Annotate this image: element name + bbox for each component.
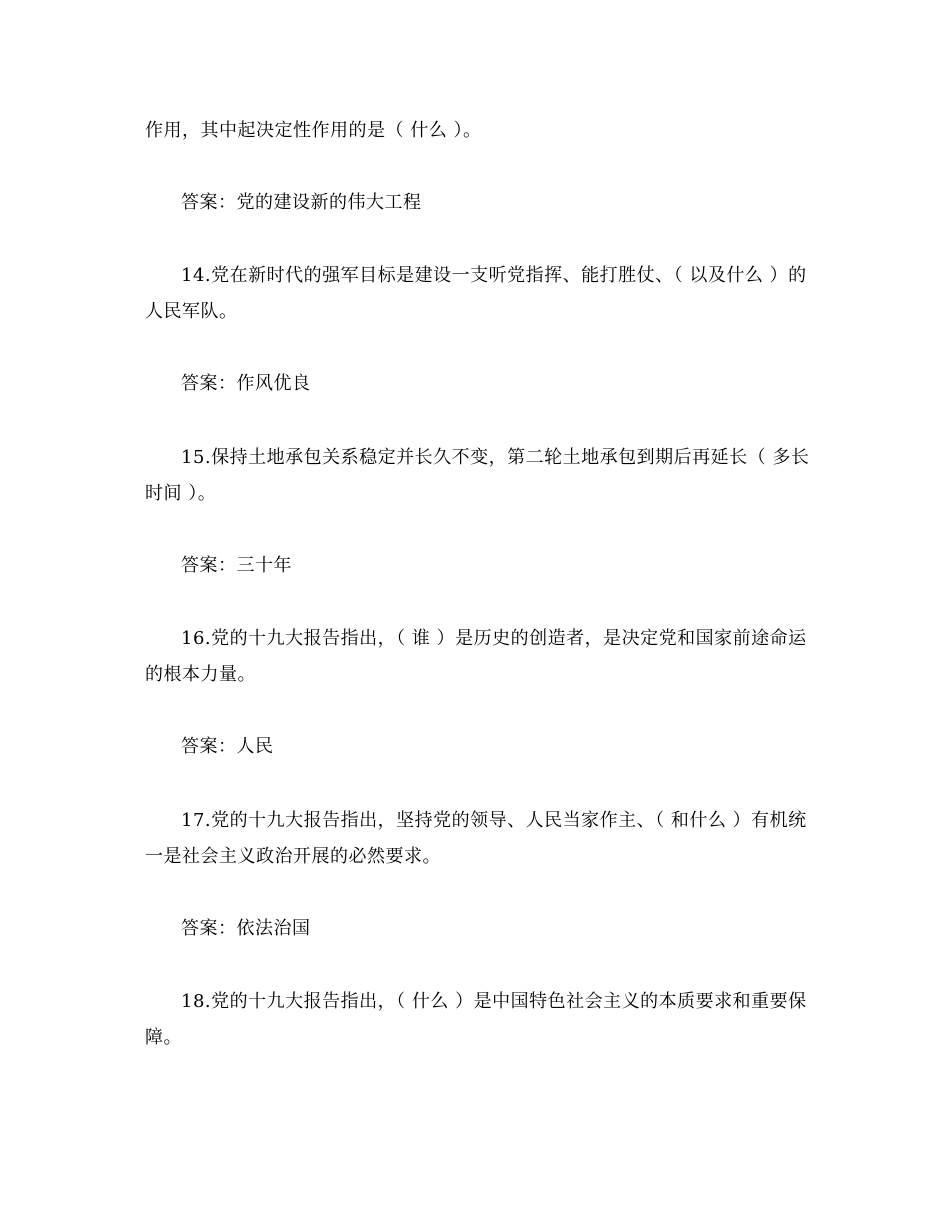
answer-15: 答案：三十年 [181, 555, 292, 576]
answer-16: 答案：人民 [181, 736, 274, 757]
answer-14: 答案：作风优良 [181, 373, 311, 394]
question-17-line-1: 17.党的十九大报告指出，坚持党的领导、人民当家作主、（ 和什么 ）有机统 [181, 810, 807, 831]
question-14-line-2: 人民军队。 [145, 301, 238, 322]
question-16-line-1: 16.党的十九大报告指出，（ 谁 ）是历史的创造者，是决定党和国家前途命运 [181, 628, 807, 649]
answer-13: 答案：党的建设新的伟大工程 [181, 192, 422, 213]
question-18-line-1: 18.党的十九大报告指出，（ 什么 ）是中国特色社会主义的本质要求和重要保 [181, 991, 807, 1012]
question-15-line-2: 时间 ）。 [145, 483, 217, 504]
answer-17: 答案：依法治国 [181, 918, 311, 939]
question-13-continuation-line: 作用，其中起决定性作用的是（ 什么 ）。 [145, 120, 482, 141]
question-18-line-2: 障。 [145, 1027, 182, 1048]
question-14-line-1: 14.党在新时代的强军目标是建设一支听党指挥、能打胜仗、（ 以及什么 ）的 [181, 265, 807, 286]
question-16-line-2: 的根本力量。 [145, 664, 256, 685]
question-17-line-2: 一是社会主义政治开展的必然要求。 [145, 846, 441, 867]
question-15-line-1: 15.保持土地承包关系稳定并长久不变，第二轮土地承包到期后再延长（ 多长 [181, 447, 810, 468]
